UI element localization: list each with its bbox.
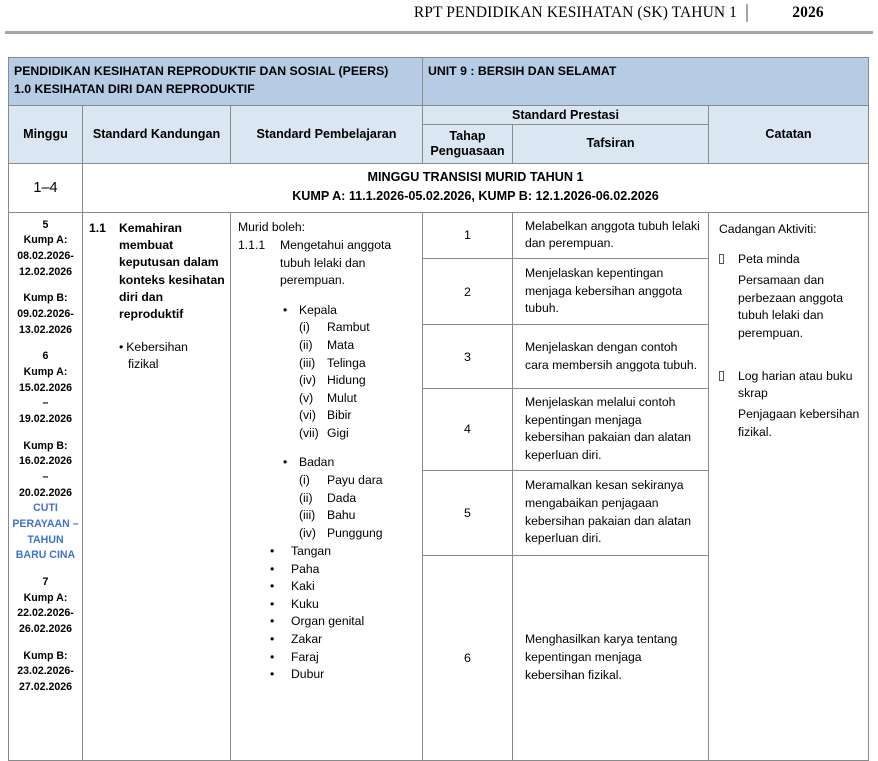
banner-subject: PENDIDIKAN KESIHATAN REPRODUKTIF DAN SOSIAL (PEERS) [14,64,389,78]
banner-topic: 1.0 KESIHATAN DIRI DAN REPRODUKTIF [14,81,255,96]
bullet-icon: • [270,649,275,664]
table-header-row-1 [9,105,869,124]
tahap-penguasaan-5: 5 [423,470,513,555]
roman-marker: (i) [299,472,310,487]
week-gap-3 [10,428,81,439]
sk-code: 1.1 [89,220,106,235]
sp-group-heading [283,302,417,320]
week-7-kumpa-to: 26.02.2026 [18,623,73,636]
holiday-line4: BARU CINA [15,549,76,562]
week-7-kumpb-from: 23.02.2026- [17,665,74,678]
week-7-kumpa-from: 22.02.2026- [17,607,74,620]
catatan-note-1: Persamaan dan perbezaan anggota tubuh lelaki dan perempuan. [738,273,844,341]
list-item [299,425,417,443]
list-item [299,319,417,337]
week-6-kumpa-label: Kump A: [23,366,68,379]
tafsiran-4: Menjelaskan melalui contoh kepentingan menjaga kebersihan pakaian dan alatan keperluan diri. [513,389,709,471]
list-item-text: Kaki [291,579,315,594]
sk-main [89,220,226,324]
roman-marker: (ii) [299,338,313,353]
rpt-table [8,57,869,761]
week-5-number: 5 [42,218,49,231]
sk-sub-bullet [89,339,226,373]
col-header-standard-pembelajaran: Standard Pembelajaran [231,105,423,163]
transition-week-row [9,163,869,212]
bullet-icon: • [270,561,275,576]
roman-text: Punggung [327,525,383,540]
wingding-box-icon [719,368,738,403]
content-row [9,212,869,258]
week-gap-4 [10,564,81,575]
col-header-catatan: Catatan [709,105,869,163]
document-year: 2026 [792,4,824,21]
col-header-standard-prestasi: Standard Prestasi [423,105,709,124]
week-7-kumpb-label: Kump B: [23,649,68,662]
roman-marker: (vii) [299,425,319,440]
list-item [299,472,417,490]
week-6-kumpa-to: 19.02.2026 [18,413,73,426]
col-header-tafsiran: Tafsiran [513,124,709,163]
catatan-item-1-text: Peta minda [738,252,800,267]
sp-group-label: Badan [299,455,335,470]
week-5-kumpa-to: 12.02.2026 [18,265,73,278]
roman-text: Gigi [327,425,349,440]
bullet-icon: • [119,339,124,354]
header-rule [5,31,873,34]
week-6-kumpb-from: 16.02.2026 [18,455,73,468]
cell-minggu [9,212,83,760]
banner-right-cell: UNIT 9 : BERSIH DAN SELAMAT [423,58,869,106]
catatan-note-2: Penjagaan kebersihan fizikal. [738,407,860,439]
week-7-number: 7 [42,576,49,589]
list-item [299,490,417,508]
roman-text: Bibir [327,408,352,423]
week-6-kumpb-label: Kump B: [23,439,68,452]
tahap-line2: Penguasaan [430,143,505,158]
tahap-line1: Tahap [449,128,486,143]
list-item [299,390,417,408]
week-gap-1 [10,280,81,291]
cell-catatan [709,212,869,760]
list-item-text: Kuku [291,596,319,611]
wingding-box-icon [719,251,738,269]
tahap-penguasaan-6: 6 [423,555,513,760]
bullet-icon: • [283,302,288,317]
list-item [270,649,417,667]
list-item [299,407,417,425]
sp-code: 1.1.1 [238,238,266,253]
holiday-line1: CUTI [33,502,58,515]
sp-group-heading [283,454,417,472]
tafsiran-3: Menjelaskan dengan contoh cara membersih anggota tubuh. [513,325,709,389]
week-6-number: 6 [42,350,49,363]
sp-intro: Murid boleh: [238,219,306,234]
tafsiran-1: Melabelkan anggota tubuh lelaki dan perempuan. [513,212,709,258]
sk-sub-text: Kebersihan [126,339,188,354]
week-5-kumpa-label: Kump A: [23,234,68,247]
roman-marker: (iii) [299,355,316,370]
list-item [270,613,417,631]
sp-main [238,237,417,290]
col-header-standard-kandungan: Standard Kandungan [83,105,231,163]
sp-text: Mengetahui anggota tubuh lelaki dan perempuan. [280,238,392,288]
bullet-icon: • [270,614,275,629]
bullet-icon: • [270,667,275,682]
week-6-kumpb-dash: – [42,471,49,484]
week-5-kumpb-label: Kump B: [23,292,68,305]
list-item [270,596,417,614]
roman-marker: (v) [299,390,314,405]
catatan-spacer [719,357,862,368]
roman-text: Hidung [327,373,366,388]
catatan-item-2-text: Log harian atau buku skrap [738,368,853,401]
week-6-kumpb-to: 20.02.2026 [18,486,73,499]
list-item-text: Tangan [291,544,331,559]
list-item-text: Faraj [291,649,319,664]
list-item-text: Zakar [291,632,323,647]
roman-marker: (vi) [299,408,316,423]
list-item [270,666,417,684]
roman-marker: (i) [299,320,310,335]
list-item [299,337,417,355]
transition-week-text [83,163,869,212]
list-item [270,543,417,561]
catatan-item-1 [719,251,862,269]
sp-roman-list [283,319,417,442]
sk-sub-text-cont: fizikal [128,356,159,371]
transition-week-range: 1–4 [9,163,83,212]
catatan-title: Cadangan Aktiviti: [719,221,817,236]
banner-left-cell [9,58,423,106]
week-7-kumpa-label: Kump A: [23,591,68,604]
tafsiran-6: Menghasilkan karya tentang kepentingan menjaga kebersihan fizikal. [513,555,709,760]
week-5-kumpb-from: 09.02.2026- [17,308,74,321]
list-item [270,578,417,596]
roman-text: Bahu [327,508,356,523]
list-item [299,507,417,525]
roman-text: Mata [327,338,355,353]
week-gap-2 [10,338,81,349]
roman-marker: (iv) [299,525,316,540]
bullet-icon: • [270,596,275,611]
list-item-text: Organ genital [291,614,365,629]
cell-standard-kandungan [83,212,231,760]
col-header-tahap-penguasaan [423,124,513,163]
bullet-icon: • [270,579,275,594]
roman-text: Rambut [327,320,370,335]
tahap-penguasaan-2: 2 [423,259,513,325]
roman-text: Telinga [327,355,366,370]
col-header-minggu: Minggu [9,105,83,163]
holiday-line3: TAHUN [27,533,64,546]
roman-marker: (iv) [299,373,316,388]
sp-group-kepala [238,302,417,443]
page-running-head [0,0,878,38]
tafsiran-2: Menjelaskan kepentingan menjaga kebersihan anggota tubuh. [513,259,709,325]
sp-group-badan [238,454,417,542]
list-item [299,372,417,390]
table-banner-row [9,58,869,106]
tahap-penguasaan-3: 3 [423,325,513,389]
bullet-icon: • [270,632,275,647]
list-item [270,561,417,579]
holiday-line2: PERAYAAN – [12,518,79,531]
transition-line1: MINGGU TRANSISI MURID TAHUN 1 [367,169,584,184]
list-item-text: Paha [291,561,320,576]
list-item [299,355,417,373]
roman-marker: (ii) [299,490,313,505]
roman-marker: (iii) [299,508,316,523]
week-6-kumpa-dash: – [42,397,49,410]
week-gap-5 [10,638,81,649]
week-7-kumpb-to: 27.02.2026 [18,681,73,694]
list-item-text: Dubur [291,667,325,682]
roman-text: Dada [327,490,357,505]
sp-group-label: Kepala [299,302,337,317]
cell-standard-pembelajaran [231,212,423,760]
sp-roman-list [283,472,417,542]
tahap-penguasaan-4: 4 [423,389,513,471]
week-6-kumpa-from: 15.02.2026 [18,381,73,394]
roman-text: Mulut [327,390,357,405]
sp-flat-list [238,543,417,684]
week-5-kumpa-from: 08.02.2026- [17,250,74,262]
bullet-icon: • [283,455,288,470]
sk-text: Kemahiran membuat keputusan dalam konteks kesihatan diri dan reproduktif [119,220,225,322]
list-item [270,631,417,649]
list-item [299,525,417,543]
catatan-item-2 [719,368,862,403]
tafsiran-5: Meramalkan kesan sekiranya mengabaikan penjagaan kebersihan pakaian dan alatan keperluan diri. [513,470,709,555]
document-title: RPT PENDIDIKAN KESIHATAN (SK) TAHUN 1 [413,4,737,21]
week-5-kumpb-to: 13.02.2026 [18,323,73,336]
bullet-icon: • [270,544,275,559]
roman-text: Payu dara [327,472,383,487]
transition-line2: KUMP A: 11.1.2026-05.02.2026, KUMP B: 12.1.2026-06.02.2026 [292,188,659,203]
running-head-content [414,4,868,22]
tahap-penguasaan-1: 1 [423,212,513,258]
